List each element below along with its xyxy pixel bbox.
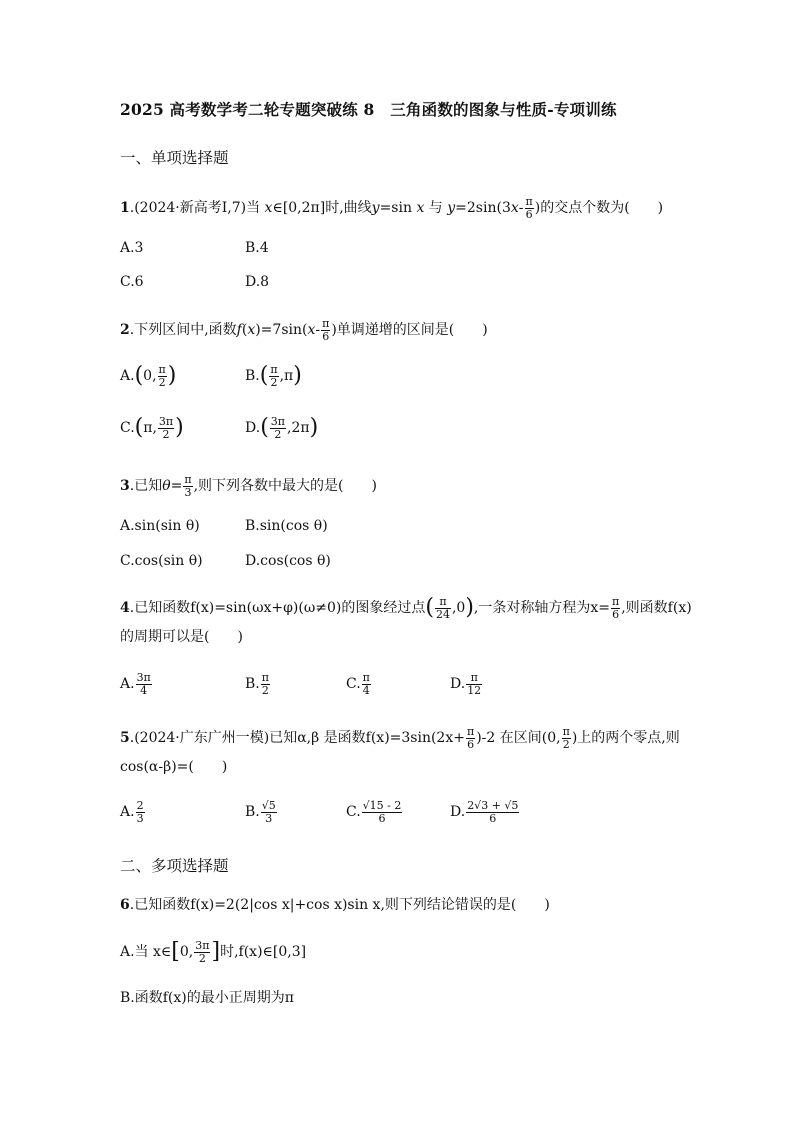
document-title: 2025 高考数学考二轮专题突破练 8 三角函数的图象与性质-专项训练	[120, 100, 617, 119]
q3-option-b: B.sin(cos θ)	[245, 518, 328, 534]
q1-option-a: A.3	[120, 240, 144, 256]
q4-option-c: C. $\frac{\pi}{4}$	[346, 671, 370, 697]
q5-option-b: B. $\frac{√5}{3}$	[245, 799, 276, 825]
fraction: $\frac{\pi}{3}$	[184, 473, 192, 499]
q4-option-b: B. $\frac{\pi}{2}$	[245, 671, 269, 697]
q3-option-a: A.sin(sin θ)	[120, 518, 200, 534]
q2-option-b: B.( $\frac{\pi}{2}$ ,π)	[245, 363, 302, 389]
q6-option-a: A.当 x∈[0, $\frac{3\pi}{2}$ ]时,f(x)∈[0,3]	[120, 939, 307, 965]
q1-option-d: D.8	[245, 274, 270, 290]
q4-option-d: D. $\frac{\pi}{12}$	[450, 671, 482, 697]
question-5-line-2: cos(α-β)=( )	[120, 759, 228, 775]
q2-option-c: C.(π, $\frac{3\pi}{2}$ )	[120, 415, 184, 441]
q3-option-c: C.cos(sin θ)	[120, 553, 203, 569]
q2-option-d: D.( $\frac{3\pi}{2}$ ,2π)	[245, 415, 319, 441]
q1-option-b: B.4	[245, 240, 269, 256]
section-single-choice: 一、单项选择题	[120, 149, 229, 167]
q2-option-a: A.(0, $\frac{\pi}{2}$ )	[120, 363, 177, 389]
q3-option-d: D.cos(cos θ)	[245, 553, 331, 569]
q5-option-c: C. $\frac{√15 - 2}{6}$	[346, 799, 402, 825]
question-3: 3.已知θ= $\frac{\pi}{3}$ ,则下列各数中最大的是( )	[120, 473, 377, 499]
fraction: $\frac{\pi}{6}$	[322, 317, 330, 343]
question-4-line-2: 的周期可以是( )	[120, 629, 243, 645]
fraction: $\frac{\pi}{6}$	[525, 195, 533, 221]
q5-option-a: A. $\frac{2}{3}$	[120, 799, 144, 825]
question-4: 4.已知函数f(x)=sin(ωx+φ)(ω≠0)的图象经过点( $\frac{\pi}{24}$ ,0),一条对称轴方程为x= $\frac{\pi}{6}$ ,则函数f(x)	[120, 595, 692, 621]
q4-option-a: A. $\frac{3\pi}{4}$	[120, 671, 151, 697]
section-multi-choice: 二、多项选择题	[120, 857, 229, 875]
q6-option-b: B.函数f(x)的最小正周期为π	[120, 990, 294, 1006]
question-1: 1.(2024·新高考Ⅰ,7)当 x∈[0,2π]时,曲线y=sin x 与 y=2sin(3x- $\frac{\pi}{6}$ )的交点个数为( )	[120, 195, 664, 221]
question-2: 2.下列区间中,函数f(x)=7sin(x- $\frac{\pi}{6}$ )单调递增的区间是( )	[120, 317, 488, 343]
q5-option-d: D. $\frac{2√3 + √5}{6}$	[450, 799, 519, 825]
q1-option-c: C.6	[120, 274, 144, 290]
question-6: 6.已知函数f(x)=2(2|cos x|+cos x)sin x,则下列结论错误的是( )	[120, 897, 550, 913]
question-5: 5.(2024·广东广州一模)已知α,β 是函数f(x)=3sin(2x+ $\frac{\pi}{6}$ )-2 在区间(0, $\frac{\pi}{2}$ )上的两个零点,则	[120, 725, 680, 751]
